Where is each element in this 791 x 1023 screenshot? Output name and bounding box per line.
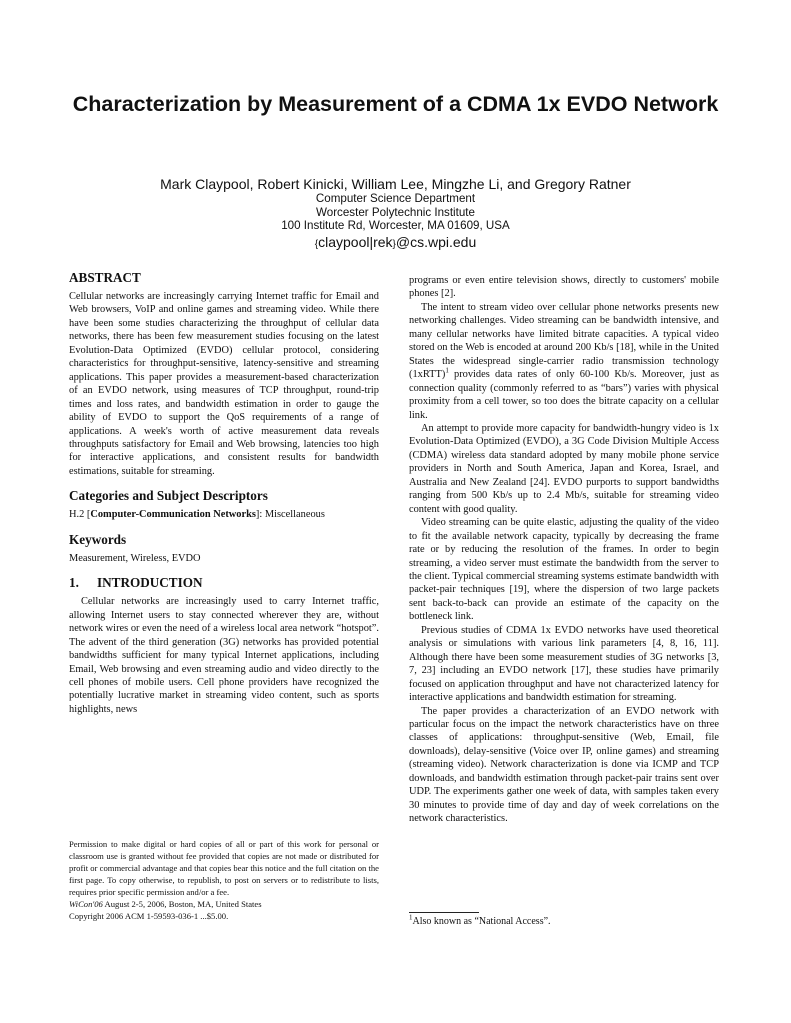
intro-paragraph-6: The paper provides a characterization of an EVDO network with particular focus on the impact the network characteristics have on three classes of applications: throughput-sensitive (Web, Email, file downloads), delay-sensitive (Voice over IP, online games) and streaming (streaming video). Network characterization is done via ICMP and TCP downloads, and bandwidth estimation through packet-pair trains sent over UDP. The experiments gather one week of data, with samples taken every 30 minutes to provide time of day and day of week correlations on the network characteristics. xyxy=(409,705,719,825)
categories-rest: ]: Miscellaneous xyxy=(255,509,325,521)
categories-text xyxy=(69,508,379,521)
intro-title: INTRODUCTION xyxy=(97,575,203,591)
email-open-brace: { xyxy=(314,239,319,250)
footnote xyxy=(409,915,719,928)
left-column xyxy=(69,270,379,716)
footnote-divider xyxy=(409,912,479,913)
abstract-heading: ABSTRACT xyxy=(69,270,141,285)
keywords-text: Measurement, Wireless, EVDO xyxy=(69,552,201,564)
permission-notice xyxy=(69,838,379,922)
copyright-line: Copyright 2006 ACM 1-59593-036-1 ...$5.00. xyxy=(69,911,229,921)
email-close-brace: } xyxy=(392,239,396,250)
affiliation-address: 100 Institute Rd, Worcester, MA 01609, USA xyxy=(281,219,510,232)
permission-text: Permission to make digital or hard copies of all or part of this work for personal or classroom use is granted without fee provided that copies are not made or distributed for profit or commercial advantage and that copies bear this notice and the full citation on the first page. To copy otherwise, to republish, to post on servers or to redistribute to lists, requires prior specific permission and/or a fee. xyxy=(69,839,379,897)
venue-name: WiCon'06 xyxy=(69,899,103,909)
intro-paragraph-3: An attempt to provide more capacity for bandwidth-hungry video is 1x Evolution-Data Optimized (EVDO), a 3G Code Division Multiple Access (CDMA) wireless data standard adopted by many mobile phone service providers in North and South America, Japan and Korea, Israel, and Australia and New Zealand [24]. EVDO purports to support bandwidths ranging from 500 Kb/s up to 2.4 Mb/s, suitable for streaming video content with good quality. xyxy=(409,422,719,515)
affiliation-institution: Worcester Polytechnic Institute xyxy=(316,205,475,219)
intro-paragraph-4: Video streaming can be quite elastic, adjusting the quality of the video to fit the available network capacity, typically by decreasing the frame rate or by reducing the resolution of the frames. In order to begin streaming, a video server must estimate the bandwidth from the server to the client. Typical commercial streaming systems estimate bandwidth with packet-pair techniques [19], where the dispersion of two large packets sent back-to-back can provide an estimate of the capacity on the bottleneck link. xyxy=(409,517,719,623)
footnote-text: Also known as “National Access”. xyxy=(412,916,551,927)
paper-title: Characterization by Measurement of a CDMA 1x EVDO Network xyxy=(72,92,719,116)
footnote-marker: 1 xyxy=(445,366,449,375)
author-list: Mark Claypool, Robert Kinicki, William Lee, Mingzhe Li, and Gregory Ratner xyxy=(160,176,631,192)
venue-line xyxy=(69,898,379,910)
categories-bold: Computer-Communication Networks xyxy=(90,509,256,521)
affiliation-department: Computer Science Department xyxy=(315,192,476,205)
author-email xyxy=(40,234,751,253)
intro-paragraph-5: Previous studies of CDMA 1x EVDO networks have used theoretical analysis or simulations with various link parameters [4, 8, 16, 11]. Although there have been some measurement studies of 3G networks [3, 7, 23] including an EVDO network [17], these studies have primarily focused on application throughput and have not characterized latency for interactive applications and bandwidth estimation for streaming. xyxy=(409,624,719,704)
affiliation-block xyxy=(40,192,751,233)
intro-paragraph-1-continued: programs or even entire television shows, directly to customers' mobile phones [2]. xyxy=(409,275,719,300)
intro-heading xyxy=(69,575,379,591)
intro-paragraph-2 xyxy=(409,301,719,422)
venue-details: August 2-5, 2006, Boston, MA, United States xyxy=(102,899,262,909)
footnote-number: 1 xyxy=(409,913,413,922)
intro-paragraph-2b: provides data rates of only 60-100 Kb/s. Moreover, just as connection quality (commonly referred to as “bars”) varies with physical proximity from a cell tower, so too does the bitrate capacity on a cellular link. xyxy=(409,369,719,421)
categories-heading: Categories and Subject Descriptors xyxy=(69,488,268,504)
abstract-text: Cellular networks are increasingly carrying Internet traffic for Email and Web browsers, VoIP and online games and streaming video. While there have been some studies characterizing the throughput of cellular data networks, there has been few measurement studies focusing on the latest Evolution-Data Optimized (EVDO) cellular protocol, considering characteristics for throughput-sensitive, latency-sensitive and streaming applications. This paper provides a measurement-based characterization of an EVDO network, using measures of TCP throughput, round-trip times and loss rates, and bandwidth estimation in order to gauge the ability of EVDO to support the QoS requirements of a range of applications. A week's worth of active measurement data reveals throughputs satisfactory for Email and Web browsing, latencies too high for interactive applications, and consistent results for bandwidth estimations, suitable for streaming. xyxy=(69,291,379,477)
email-domain: @cs.wpi.edu xyxy=(395,234,477,250)
right-column xyxy=(409,274,719,826)
intro-paragraph-1: Cellular networks are increasingly used to carry Internet traffic, allowing Internet users to stay connected wherever they are, without network wires or even the need of a wireless local area network “hotspot”. The advent of the third generation (3G) networks has provided potential bandwidths sufficient for many typical Internet applications, including Email, Web browsing and even streaming audio and video directly to the cell phones of mobile users. Cell phone providers have recognized the potentially lucrative market in streaming video content, such as sports highlights, news xyxy=(69,596,379,715)
keywords-heading: Keywords xyxy=(69,531,127,547)
intro-number: 1. xyxy=(69,575,79,591)
email-users: claypool|rek xyxy=(318,234,393,250)
categories-code: H.2 [ xyxy=(69,509,91,521)
intro-paragraph-2a: The intent to stream video over cellular phone networks presents new networking challenges. Video streaming can be bandwidth intensive, and many cellular networks have limited bitrate capacities. A typical video stored on the Web is encoded at around 200 Kb/s [18], while in the United States the widespread single-carrier radio transmission technology (1xRTT) xyxy=(409,301,719,381)
